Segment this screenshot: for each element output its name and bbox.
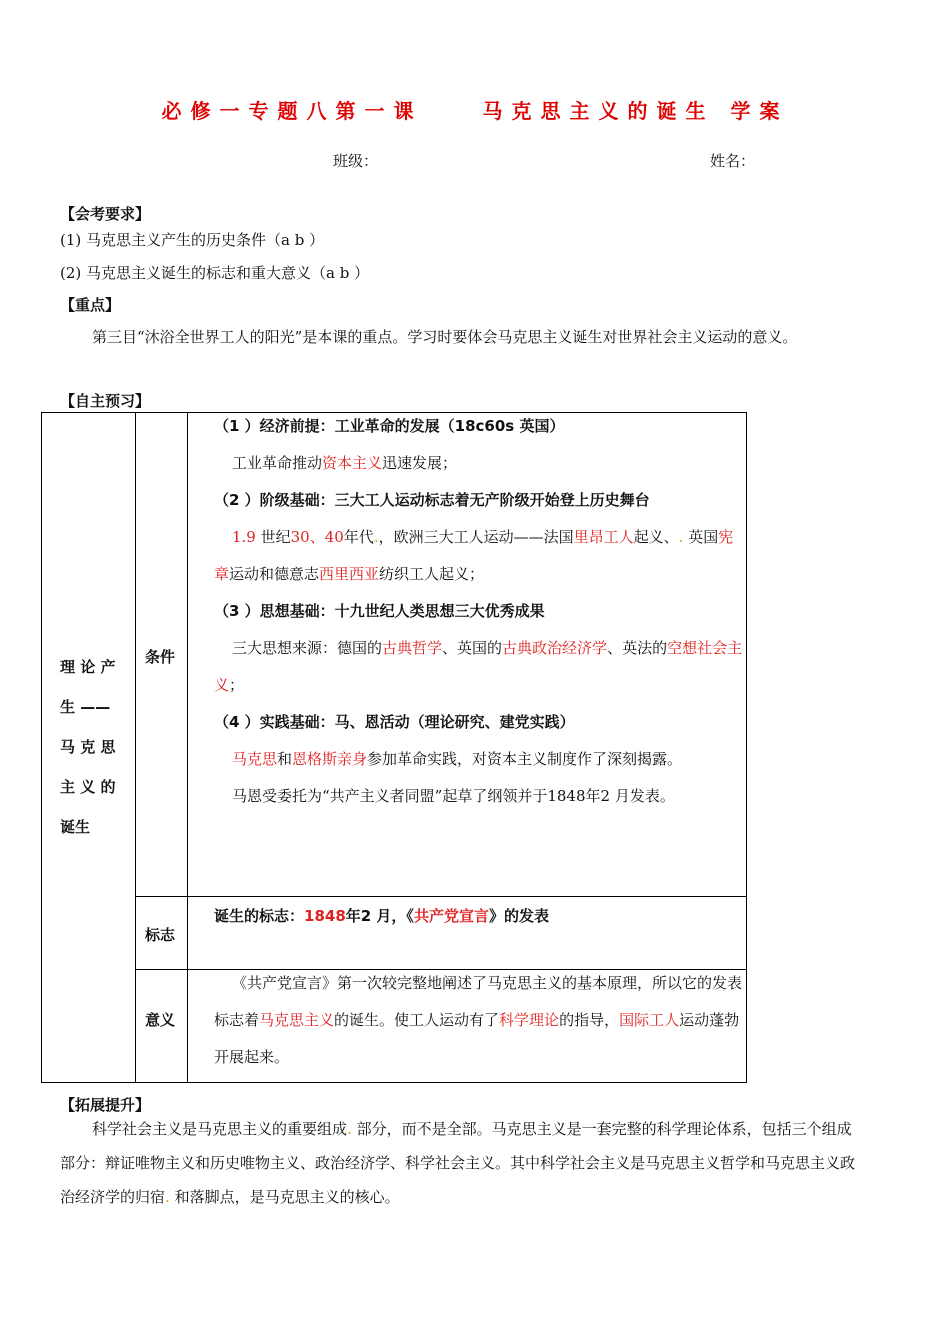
meaning-label: 意义 (145, 1011, 176, 1029)
cond1-title: （1 ）经济前提：工业革命的发展（18c60s 英国） (214, 417, 565, 435)
conditions-content (214, 408, 744, 815)
class-label: 班级： (333, 152, 379, 170)
preview-heading: 【自主预习】 (60, 392, 151, 410)
cond3-text: 三大思想来源：德国的古典哲学、英国的古典政治经济学、英法的空想社会主义； (214, 639, 743, 694)
extension-heading: 【拓展提升】 (60, 1096, 151, 1114)
key-point-text: 第三目“沐浴全世界工人的阳光”是本课的重点。学习时要体会马克思主义诞生对世界社会主义运动的意义。 (92, 328, 798, 346)
cond3-title: （3 ）思想基础：十九世纪人类思想三大优秀成果 (214, 602, 545, 620)
requirement-item-1: (1) 马克思主义产生的历史条件（a b ） (60, 231, 325, 249)
cond4-text-2: 马恩受委托为“共产主义者同盟”起草了纲领并于1848年2 月发表。 (232, 787, 675, 805)
requirement-item-2: (2) 马克思主义诞生的标志和重大意义（a b ） (60, 264, 370, 282)
cond2-title: （2 ）阶级基础：三大工人运动标志着无产阶级开始登上历史舞台 (214, 491, 650, 509)
preview-table (41, 412, 747, 1083)
meaning-content: 《共产党宣言》第一次较完整地阐述了马克思主义的基本原理，所以它的发表标志着马克思主义的诞生。使工人运动有了科学理论的指导，国际工人运动蓬勃开展起来。 (214, 974, 743, 1066)
theory-origin-label: 理 论 产 生 —— 马 克 思 主 义 的 诞生 (60, 658, 116, 836)
requirements-heading: 【会考要求】 (60, 205, 151, 223)
title-right: 马克思主义的诞生 学案 (482, 99, 789, 123)
key-point-heading: 【重点】 (60, 296, 121, 314)
conditions-label: 条件 (145, 648, 176, 666)
sign-label: 标志 (145, 926, 176, 944)
cond2-text: 1.9 世纪30、40年代.，欧洲三大工人运动——法国里昂工人起义、. 英国宪章运动和德意志西里西亚纺织工人起义； (214, 528, 734, 583)
title-left: 必修一专题八第一课 (161, 99, 423, 123)
cond4-text: 马克思和恩格斯亲身参加革命实践，对资本主义制度作了深刻揭露。 (232, 750, 683, 768)
page-title (0, 95, 950, 124)
extension-text: 科学社会主义是马克思主义的重要组成. 部分，而不是全部。马克思主义是一套完整的科学理论体系，包括三个组成部分：辩证唯物主义和历史唯物主义、政治经济学、科学社会主义。其中科学社会主义是马克思主义哲学和马克思主义政治经济学的归宿. 和落脚点，是马克思主义的核心。 (60, 1120, 856, 1206)
cond1-text: 工业革命推动资本主义迅速发展； (232, 454, 458, 472)
name-label: 姓名： (710, 152, 756, 170)
sign-content: 诞生的标志：1848年2 月，《共产党宣言》的发表 (214, 907, 549, 925)
cond4-title: （4 ）实践基础：马、恩活动（理论研究、建党实践） (214, 713, 575, 731)
